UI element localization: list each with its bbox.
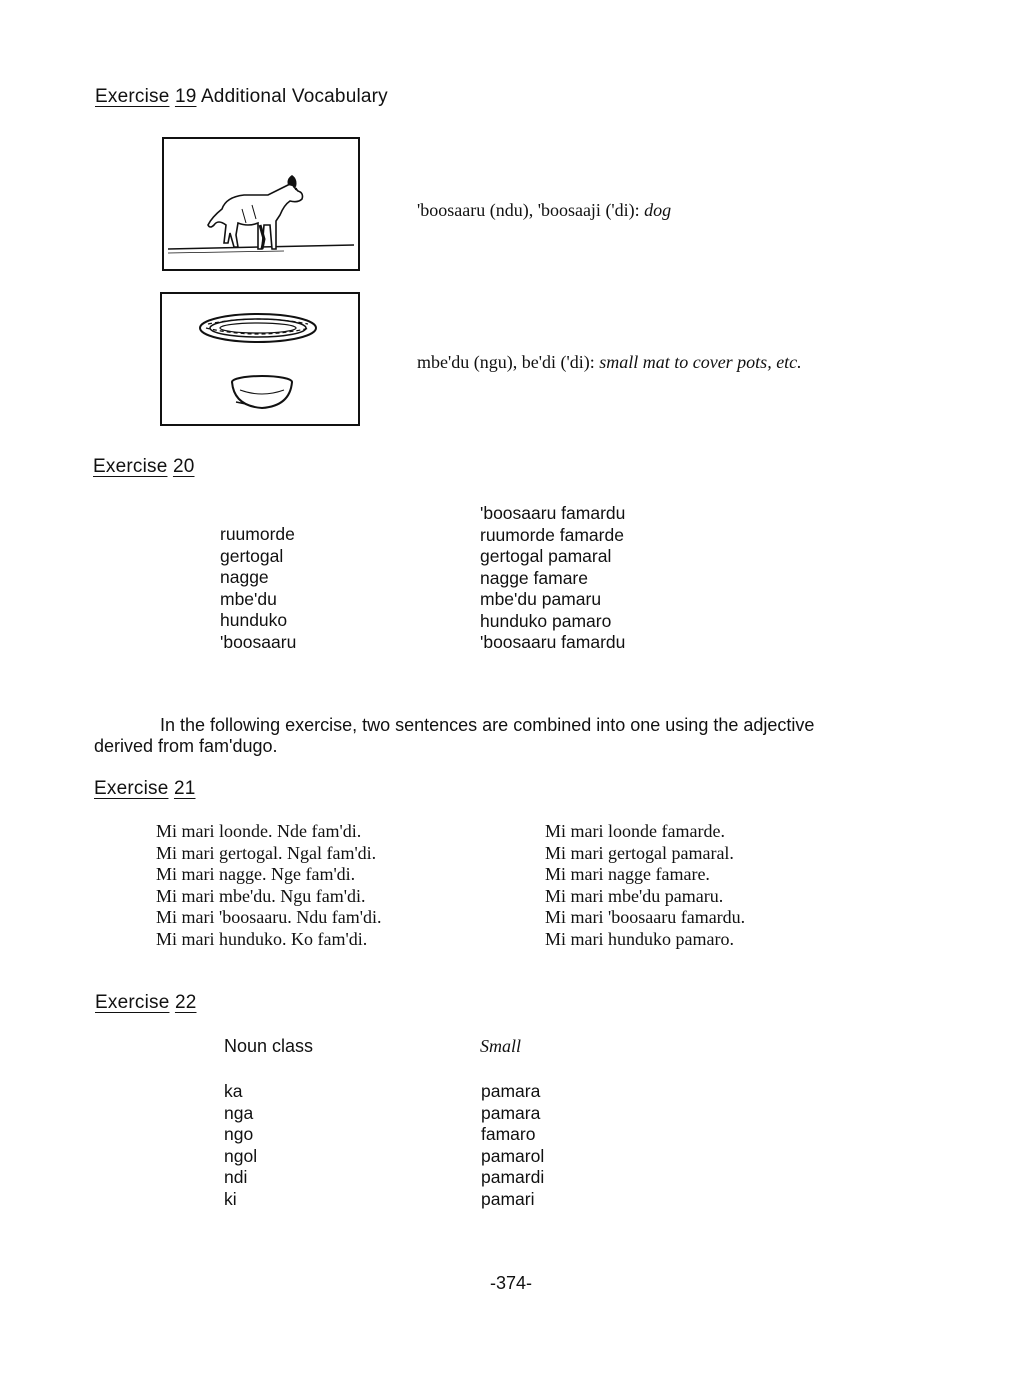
sentence-item: Mi mari hunduko. Ko fam'di. [156, 928, 368, 949]
mat-and-pot-illustration [160, 292, 360, 426]
list-item: gertogal [220, 545, 284, 566]
sentence-item: Mi mari gertogal pamaral. [545, 842, 734, 863]
sentence-item: Mi mari 'boosaaru famardu. [545, 907, 746, 928]
exercise-20-word: Exercise [93, 456, 168, 477]
list-item: nagge [220, 567, 269, 587]
list-item: hunduko pamaro [480, 610, 612, 631]
vocab-dog-text: 'boosaaru (ndu), 'boosaaji ('di): [417, 200, 640, 220]
exercise-22-number: 22 [174, 992, 197, 1013]
list-item: hunduko [220, 610, 288, 630]
exercise-19-word: Exercise [95, 86, 170, 107]
instruction-line-1: In the following exercise, two sentences are combined into one using the adjective [160, 715, 815, 735]
list-item: nga [224, 1102, 254, 1123]
exercise-21-number: 21 [173, 778, 196, 799]
sentence-item: Mi mari nagge. Nge fam'di. [156, 864, 356, 885]
exercise-21-right-column [545, 821, 745, 951]
list-item: famaro [481, 1124, 536, 1144]
list-item: pamari [481, 1188, 535, 1209]
exercise-19-heading [95, 86, 388, 108]
exercise-20-number: 20 [172, 456, 195, 477]
sentence-item: Mi mari mbe'du. Ngu fam'di. [156, 885, 366, 906]
exercise-21-heading [94, 778, 196, 800]
dog-drawing [164, 139, 358, 269]
exercise-21-word: Exercise [94, 778, 169, 799]
exercise-20-heading [93, 456, 195, 478]
sentence-item: Mi mari gertogal. Ngal fam'di. [156, 842, 377, 863]
list-item: gertogal pamaral [480, 546, 612, 566]
sentence-item: Mi mari loonde. Nde fam'di. [156, 821, 362, 841]
sentence-item: Mi mari 'boosaaru. Ndu fam'di. [156, 907, 382, 928]
sentence-item: Mi mari nagge famare. [545, 864, 710, 885]
exercise-20-right-column [480, 503, 625, 654]
list-item: ka [224, 1081, 243, 1101]
sentence-item: Mi mari mbe'du pamaru. [545, 885, 724, 906]
exercise-19-number: 19 [174, 86, 197, 107]
noun-class-column [224, 1081, 257, 1210]
exercise-19-title: Additional Vocabulary [200, 86, 388, 107]
list-item: 'boosaaru famardu [480, 632, 626, 652]
list-item: pamardi [481, 1167, 545, 1187]
vocab-item-dog [417, 200, 671, 221]
vocab-dog-gloss: dog [644, 200, 672, 220]
list-item: ruumorde [220, 524, 295, 544]
sentence-item: Mi mari hunduko pamaro. [545, 928, 734, 949]
exercise-22-word: Exercise [95, 992, 170, 1013]
list-item: 'boosaaru famardu [480, 503, 626, 523]
dog-illustration [162, 137, 360, 271]
exercise-21-left-column [156, 821, 381, 951]
vocab-mat-text: mbe'du (ngu), be'di ('di): [417, 352, 595, 372]
small-header: Small [480, 1036, 522, 1056]
list-item: nagge famare [480, 567, 588, 588]
list-item: ki [224, 1188, 237, 1209]
sentence-item: Mi mari loonde famarde. [545, 821, 725, 841]
mat-and-pot-drawing [162, 294, 358, 424]
list-item: pamarol [481, 1145, 545, 1166]
list-item: ngol [224, 1145, 258, 1166]
list-item: ngo [224, 1124, 254, 1144]
exercise-22-heading [95, 992, 197, 1014]
page-number: -374- [490, 1273, 533, 1293]
noun-class-header: Noun class [224, 1036, 314, 1056]
list-item: 'boosaaru [220, 631, 297, 652]
list-item: ndi [224, 1167, 248, 1187]
instruction-paragraph [94, 715, 944, 757]
list-item: mbe'du pamaru [480, 589, 602, 609]
instruction-line-2: derived from fam'dugo. [94, 736, 278, 756]
exercise-20-left-column [220, 524, 296, 653]
list-item: ruumorde famarde [480, 524, 624, 545]
vocab-item-mat [417, 352, 802, 373]
vocab-mat-gloss: small mat to cover pots, etc. [599, 352, 802, 372]
small-column [481, 1081, 544, 1210]
list-item: pamara [481, 1102, 541, 1123]
list-item: pamara [481, 1081, 541, 1101]
list-item: mbe'du [220, 588, 277, 609]
